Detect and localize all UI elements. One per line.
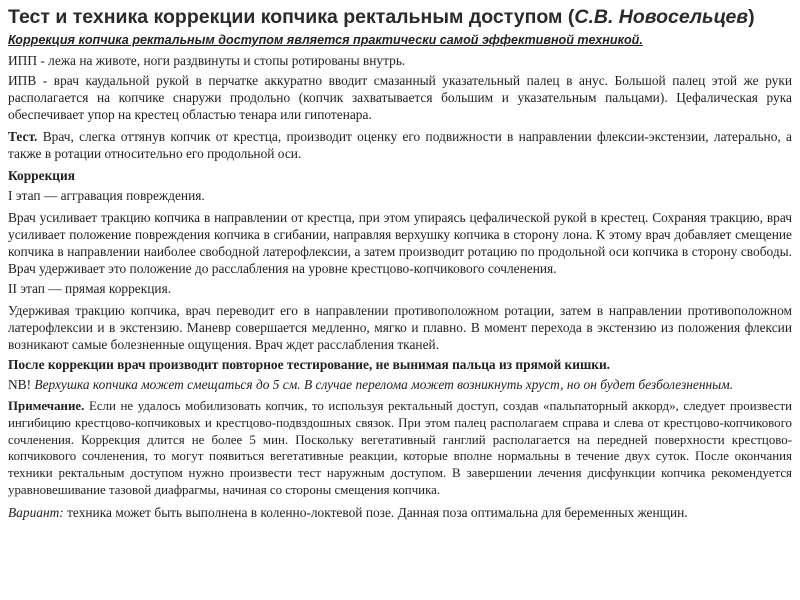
ipv-paragraph: ИПВ - врач каудальной рукой в перчатке аккуратно вводит смазанный указательный палец в анус. Большой палец этой же руки располагается на копчике снаружи продольно (копчик захватывается большим и указательным пальцами). Цефалическая рука обеспечивает упор на крестец областью тенара или гипотенара. — [8, 73, 792, 122]
subtitle: Коррекция копчика ректальным доступом является практически самой эффективной техникой. — [8, 33, 643, 47]
title-close: ) — [748, 6, 755, 28]
variant-text: техника может быть выполнена в коленно-локтевой позе. Данная поза оптимальна для беременных женщин. — [63, 504, 688, 520]
variant-label: Вариант: — [8, 504, 64, 520]
correction-heading: Коррекция — [8, 168, 75, 183]
stage1-heading: I этап — аггравация повреждения. — [8, 188, 205, 203]
page-title — [8, 4, 792, 30]
note-label: Примечание. — [8, 399, 85, 413]
note-text: Если не удалось мобилизовать копчик, то используя ректальный доступ, создав «пальпаторный аккорд», следует произвести ингибицию крестцово-копчиковых и крестцово-подвздошных связок. При этом палец располагаем справа и слева от крестцово-копчикового сочленения. Коррекция длится не более 5 мин. Поскольку вегетативный ганглий располагается на передней поверхности крестцово-копчикового сочленения, то могут появиться вегетативные реакции, которые вполне нормальны в течение двух суток. После окончания техники ректальным доступом нужно произвести тест наружным доступом. В завершении лечения дисфункции копчика рекомендуется уравновешивание тазовой диафрагмы, начиная со стороны смещения копчика. — [8, 399, 792, 497]
nb-paragraph — [8, 376, 792, 393]
variant-paragraph — [8, 504, 792, 521]
test-text: Врач, слегка оттянув копчик от крестца, производит оценку его подвижности в направлении флексии-экстензии, латерально, а также в ротации относительно его продольной оси. — [8, 129, 792, 161]
ipp-paragraph: ИПП - лежа на животе, ноги раздвинуты и стопы ротированы внутрь. — [8, 53, 406, 68]
note-paragraph — [8, 398, 792, 499]
title-main: Тест и техника коррекции копчика ректальным доступом ( — [8, 6, 575, 28]
stage2-paragraph: Удерживая тракцию копчика, врач переводит его в направлении противоположном ротации, затем в направлении противоположном латерофлексии и в экстензию. Маневр совершается медленно, мягко и плавно. В момент перехода в экстензию из положения флексии возникают самые болезненные ощущения. Врач ждет расслабления тканей. — [8, 303, 792, 352]
stage1-paragraph: Врач усиливает тракцию копчика в направлении от крестца, при этом упираясь цефалической рукой в крестец. Сохраняя тракцию, врач усиливает положение повреждения копчика в сгибании, направляя верхушку копчика в сторону лона. К этому врач добавляет смещение копчика в направлении наиболее свободной латерофлексии, а затем производит ротацию по продольной оси копчика в сторону свободы. Врач удерживает это положение до расслабления на уровне крестцово-копчикового сочленения. — [8, 210, 792, 276]
title-author: С.В. Новосельцев — [574, 6, 749, 28]
nb-text: Верхушка копчика может смещаться до 5 см. В случае перелома может возникнуть хруст, но он будет безболезненным. — [31, 377, 734, 392]
test-label: Тест. — [8, 129, 38, 144]
test-paragraph — [8, 128, 792, 162]
stage2-heading: II этап — прямая коррекция. — [8, 281, 172, 296]
after-correction-paragraph: После коррекции врач производит повторное тестирование, не вынимая пальца из прямой кишки. — [8, 357, 611, 372]
nb-label: NB! — [8, 377, 32, 392]
